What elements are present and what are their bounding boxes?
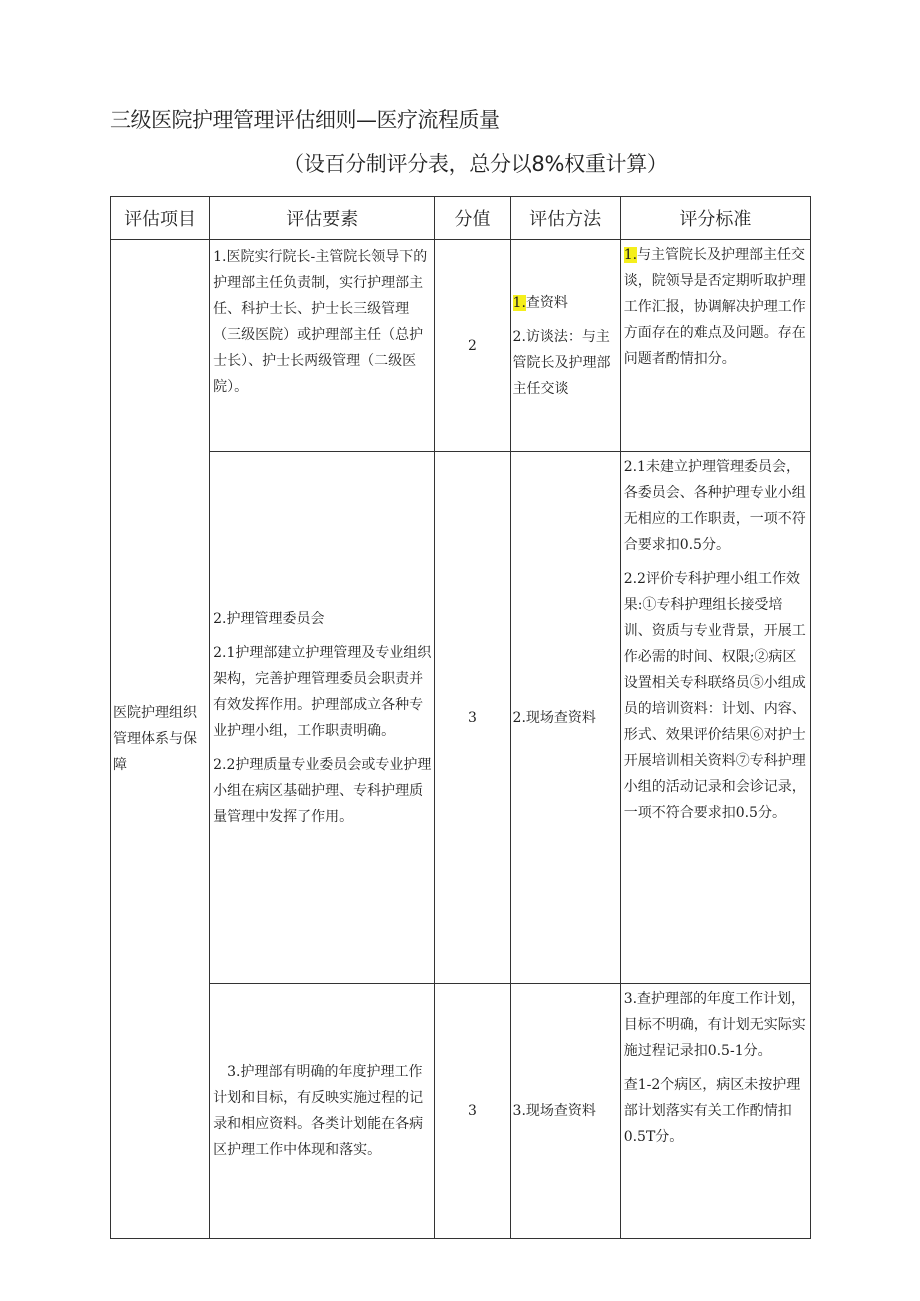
method-cell [510,452,620,984]
element-text: 1.医院实行院长-主管院长领导下的护理部主任负责制，实行护理部主任、科护士长、护士长三级管理（三级医院）或护理部主任（总护士长）、护士长两级管理（二级医院）。 [213,249,428,395]
header-row [111,197,811,240]
element-cell [210,240,435,452]
method-line-2: 2.访谈法：与主管院长及护理部主任交谈 [512,328,611,397]
table-row [111,240,811,452]
table-row [111,984,811,1239]
criteria-text: 查1-2个病区，病区未按护理部计划落实有关工作酌情扣0.5T分。 [623,1077,801,1145]
element-heading: 2.护理管理委员会 [213,610,325,627]
score-value: 3 [468,709,477,726]
criteria-cell [620,984,810,1239]
criteria-text: 2.2评价专科护理小组工作效果:①专科护理组长接受培训、资质与专业背景，开展工作必需的时间、权限;②病区设置相关专科联络员⑤小组成员的培训资料：计划、内容、形式、效果评价结果⑥对护士开展培训相关资料⑦专科护理小组的活动记录和会诊记录，一项不符合要求扣0.5分。 [623,571,806,821]
criteria-body: 与主管院长及护理部主任交谈，院领导是否定期听取护理工作汇报，协调解决护理工作方面存在的难点及问题。存在问题者酌情扣分。 [623,247,806,367]
score-cell [435,452,510,984]
method-line-1 [513,290,618,316]
highlight-mark: 1. [512,294,526,311]
element-text: 2.2护理质量专业委员会或专业护理小组在病区基础护理、专科护理质量管理中发挥了作用。 [213,756,432,825]
document-title: 三级医院护理管理评估细则—医疗流程质量 [110,108,500,132]
method-cell [510,240,620,452]
header-score: 分值 [435,197,510,240]
criteria-cell [620,240,810,452]
header-item: 评估项目 [111,197,210,240]
criteria-text [624,242,807,372]
method-text: 查资料 [525,294,568,311]
method-text: 2.现场查资料 [512,709,596,726]
document-subtitle: （设百分制评分表，总分以8%权重计算） [283,152,668,176]
category-cell [111,240,210,1239]
element-text: 2.1护理部建立护理管理及专业组织架构，完善护理管理委员会职责并有效发挥作用。护理部成立各种专业护理小组，工作职责明确。 [213,644,432,739]
score-cell [435,240,510,452]
score-value: 2 [468,337,477,354]
method-text: 3.现场查资料 [512,1103,596,1119]
evaluation-table [110,196,811,1239]
highlight-mark: 1. [623,247,638,263]
element-cell [210,452,435,984]
element-cell [210,984,435,1239]
table-row [111,452,811,984]
criteria-text: 2.1未建立护理管理委员会，各委员会、各种护理专业小组无相应的工作职责，一项不符合要求扣0.5分。 [623,459,806,553]
header-element: 评估要素 [210,197,435,240]
header-method: 评估方法 [510,197,620,240]
header-criteria: 评分标准 [620,197,810,240]
method-cell [510,984,620,1239]
score-value: 3 [468,1103,477,1119]
category-label: 医院护理组织管理体系与保障 [113,705,197,773]
element-text: 3.护理部有明确的年度护理工作计划和目标，有反映实施过程的记录和相应资料。各类计划能在各病区护理工作中体现和落实。 [213,1064,424,1158]
criteria-cell [620,452,810,984]
score-cell [435,984,510,1239]
criteria-text: 3.查护理部的年度工作计划，目标不明确，有计划无实际实施过程记录扣0.5-1分。 [623,991,806,1059]
